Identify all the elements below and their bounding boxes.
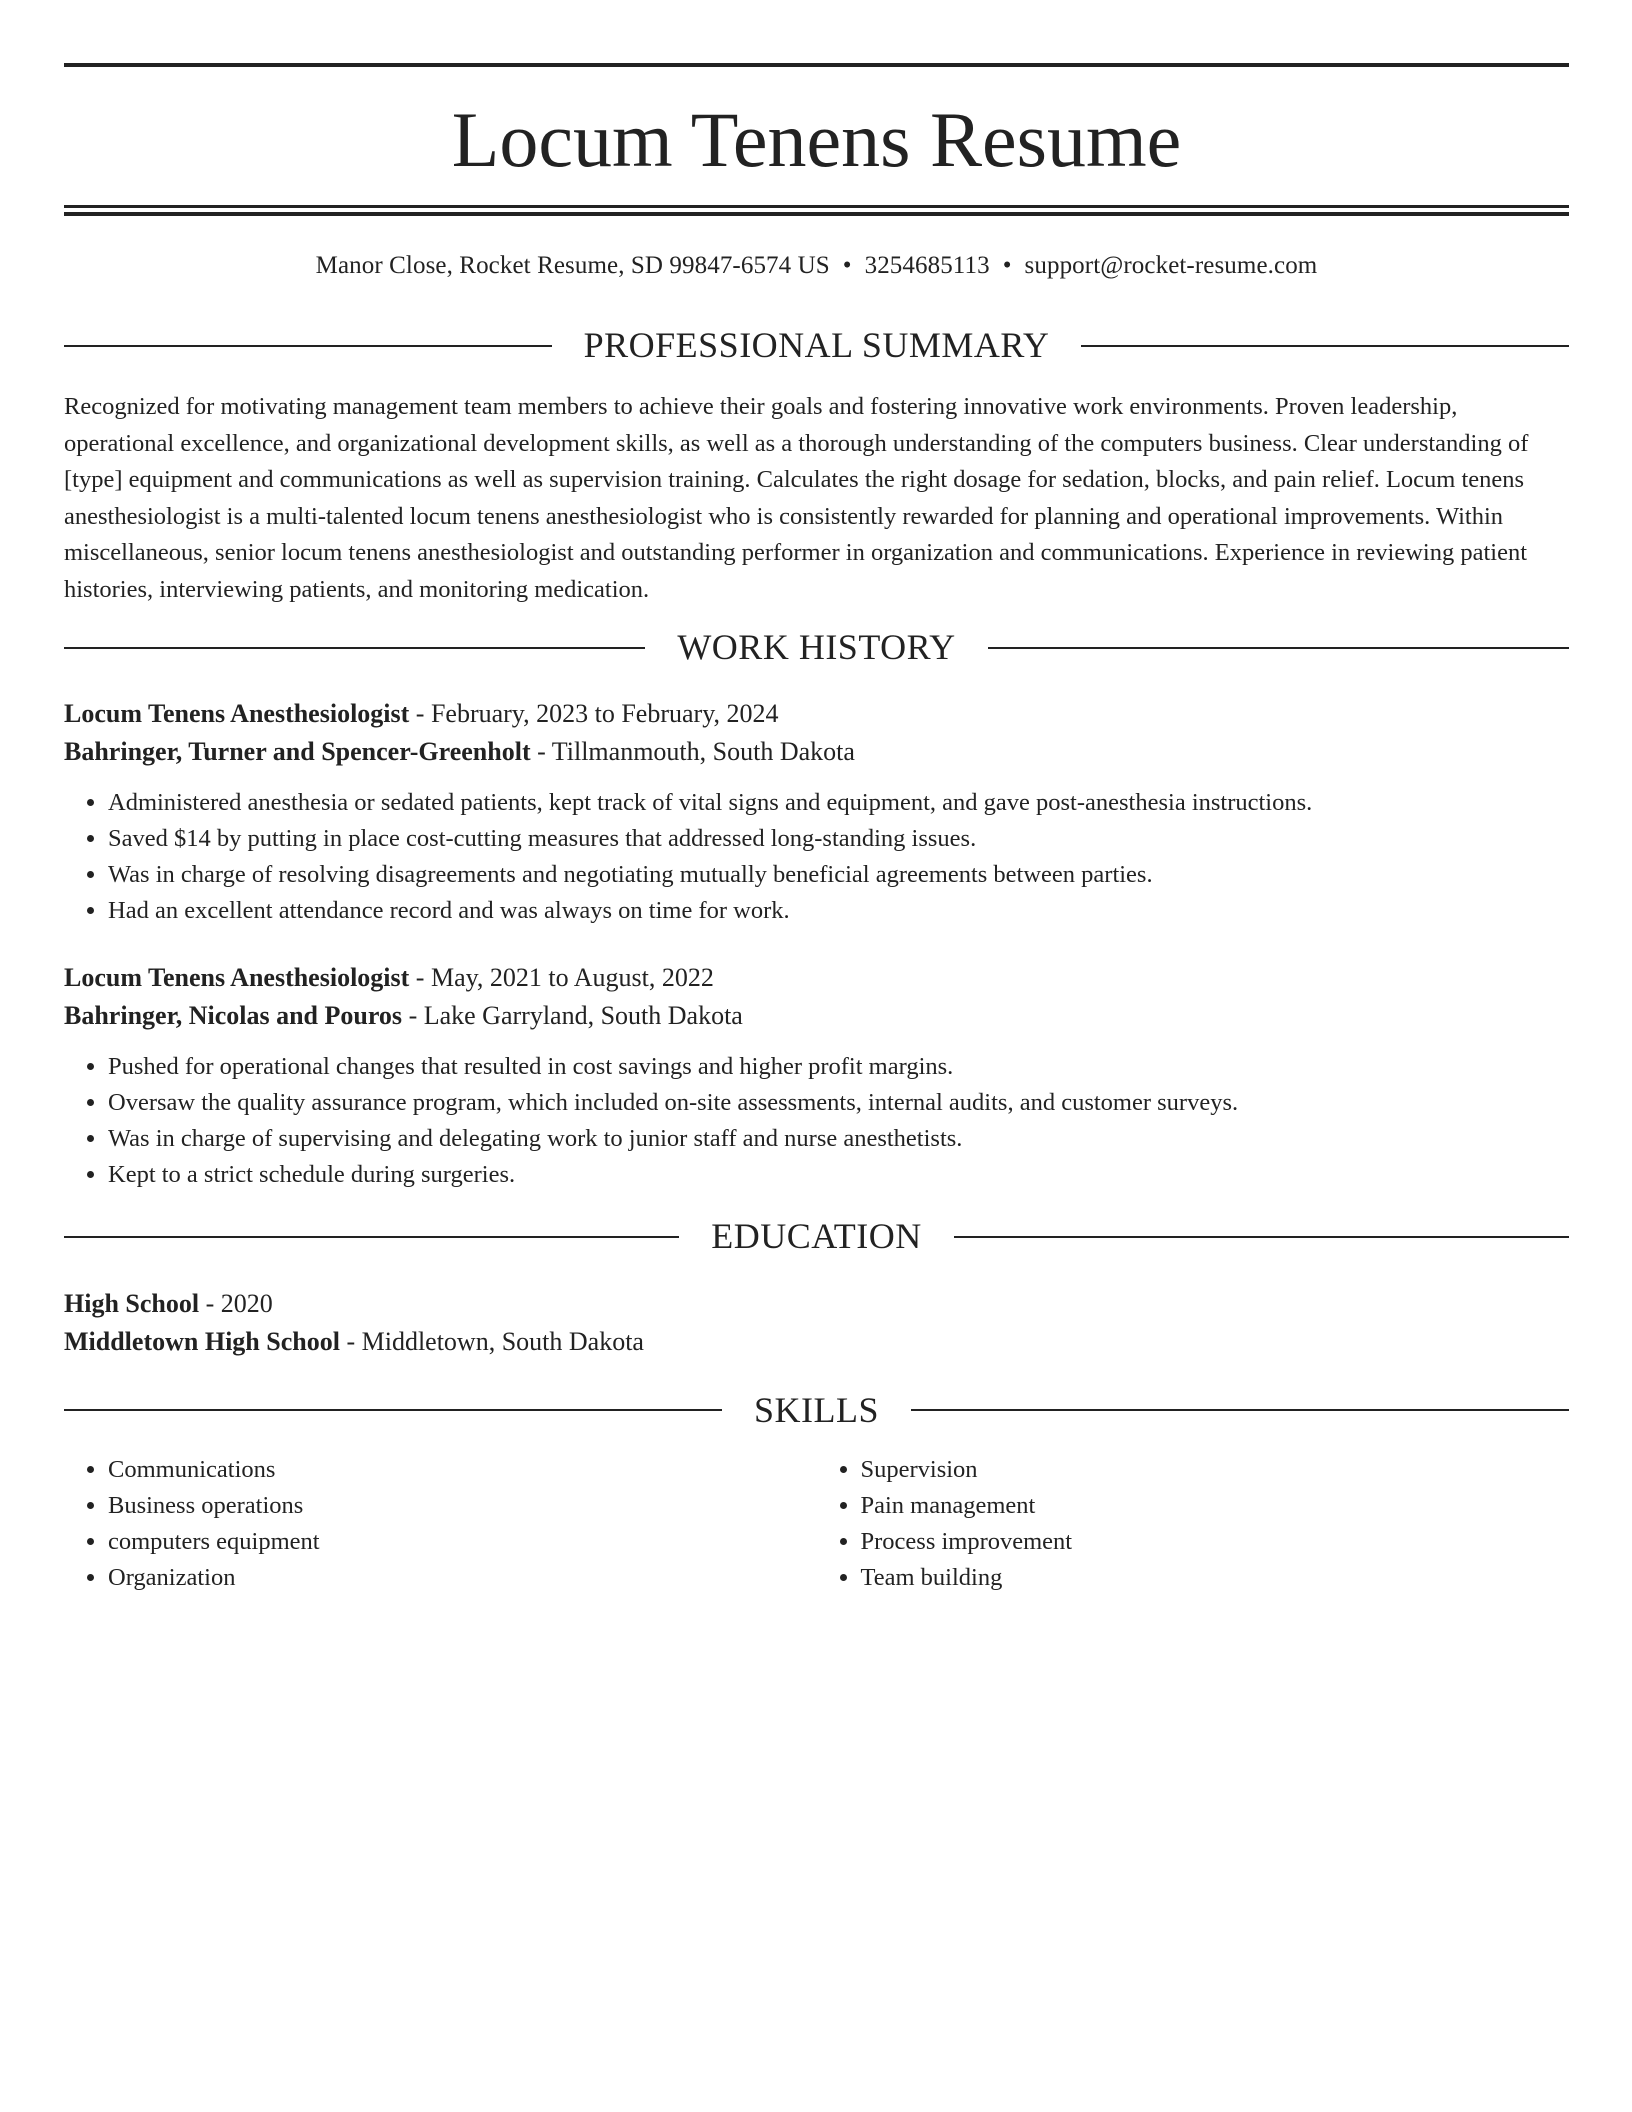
heading-rule-left xyxy=(64,1409,722,1411)
job-location: - Tillmanmouth, South Dakota xyxy=(530,737,855,767)
education-year: - 2020 xyxy=(199,1288,273,1318)
education-degree-line xyxy=(64,1285,1569,1323)
job-dates: - February, 2023 to February, 2024 xyxy=(409,699,779,729)
list-item: • Was in charge of resolving disagreements and negotiating mutually beneficial agreements between parties. xyxy=(108,857,1569,893)
list-item: • Business operations xyxy=(108,1488,817,1524)
list-item: • Oversaw the quality assurance program, which included on-site assessments, internal audits, and customer surveys. xyxy=(108,1085,1569,1121)
list-item: • Supervision xyxy=(861,1452,1570,1488)
contact-address: Manor Close, Rocket Resume, SD 99847-6574 US xyxy=(315,252,830,279)
heading-rule-right xyxy=(954,1236,1569,1238)
list-item: • Communications xyxy=(108,1452,817,1488)
job-location: - Lake Garryland, South Dakota xyxy=(402,1001,743,1031)
skills-column-left xyxy=(64,1452,817,1596)
job-role: Locum Tenens Anesthesiologist xyxy=(64,699,410,729)
list-item: • Pain management xyxy=(861,1488,1570,1524)
contact-phone: 3254685113 xyxy=(864,252,990,279)
section-title: SKILLS xyxy=(754,1389,880,1430)
list-item: • Administered anesthesia or sedated patients, kept track of vital signs and equipment, and gave post-anesthesia instructions. xyxy=(108,785,1569,821)
contact-line xyxy=(64,251,1569,281)
section-heading-education xyxy=(64,1215,1569,1258)
job-title-line xyxy=(64,695,1569,733)
list-item: • Process improvement xyxy=(861,1524,1570,1560)
job-role: Locum Tenens Anesthesiologist xyxy=(64,963,410,993)
job-company-line xyxy=(64,997,1569,1035)
contact-separator: • xyxy=(842,252,852,279)
job-dates: - May, 2021 to August, 2022 xyxy=(409,963,714,993)
job-title-line xyxy=(64,959,1569,997)
summary-text: Recognized for motivating management team members to achieve their goals and fostering innovative work environments. Proven leadership, operational excellence, and organizational development skills, as well as a thorough understanding of the computers business. Clear understanding of [type] equipment and communications as well as supervision training. Calculates the right dosage for sedation, blocks, and pain relief. Locum tenens anesthesiologist is a multi-talented locum tenens anesthesiologist who is consistently rewarded for planning and operational improvements. Within miscellaneous, senior locum tenens anesthesiologist and outstanding performer in organization and communications. Experience in reviewing patient histories, interviewing patients, and monitoring medication. xyxy=(64,393,1529,603)
heading-rule-left xyxy=(64,345,552,347)
job-entry xyxy=(64,959,1569,1193)
list-item: • Pushed for operational changes that resulted in cost savings and higher profit margins. xyxy=(108,1049,1569,1085)
job-entry xyxy=(64,695,1569,929)
section-title: WORK HISTORY xyxy=(677,627,956,668)
list-item: • Had an excellent attendance record and was always on time for work. xyxy=(108,893,1569,929)
education-degree: High School xyxy=(64,1288,200,1318)
title-double-rule xyxy=(64,205,1569,216)
heading-rule-right xyxy=(911,1409,1569,1411)
job-company: Bahringer, Nicolas and Pouros xyxy=(64,1001,403,1031)
page-title: Locum Tenens Resume xyxy=(451,96,1182,183)
section-title: PROFESSIONAL SUMMARY xyxy=(583,325,1050,365)
education-location: - Middletown, South Dakota xyxy=(339,1326,644,1356)
list-item: • Organization xyxy=(108,1560,817,1596)
skills-list xyxy=(64,1452,1569,1596)
job-bullets xyxy=(64,785,1569,929)
education-school: Middletown High School xyxy=(64,1326,340,1356)
heading-rule-right xyxy=(1081,345,1569,347)
section-heading-skills xyxy=(64,1389,1569,1432)
list-item: • computers equipment xyxy=(108,1524,817,1560)
education-entry xyxy=(64,1285,1569,1361)
list-item: • Saved $14 by putting in place cost-cutting measures that addressed long-standing issues. xyxy=(108,821,1569,857)
job-company: Bahringer, Turner and Spencer-Greenholt xyxy=(64,737,531,767)
list-item: • Team building xyxy=(861,1560,1570,1596)
section-heading-summary xyxy=(64,324,1569,367)
skills-column-right xyxy=(817,1452,1570,1596)
job-bullets xyxy=(64,1049,1569,1193)
education-school-line xyxy=(64,1323,1569,1361)
heading-rule-left xyxy=(64,647,645,649)
job-company-line xyxy=(64,733,1569,771)
section-heading-work-history xyxy=(64,626,1569,669)
top-rule xyxy=(64,63,1569,67)
contact-separator: • xyxy=(1002,252,1012,279)
list-item: • Was in charge of supervising and delegating work to junior staff and nurse anesthetists. xyxy=(108,1121,1569,1157)
section-title: EDUCATION xyxy=(711,1216,922,1257)
contact-email: support@rocket-resume.com xyxy=(1024,252,1318,279)
heading-rule-left xyxy=(64,1236,679,1238)
heading-rule-right xyxy=(988,647,1569,649)
list-item: • Kept to a strict schedule during surgeries. xyxy=(108,1157,1569,1193)
